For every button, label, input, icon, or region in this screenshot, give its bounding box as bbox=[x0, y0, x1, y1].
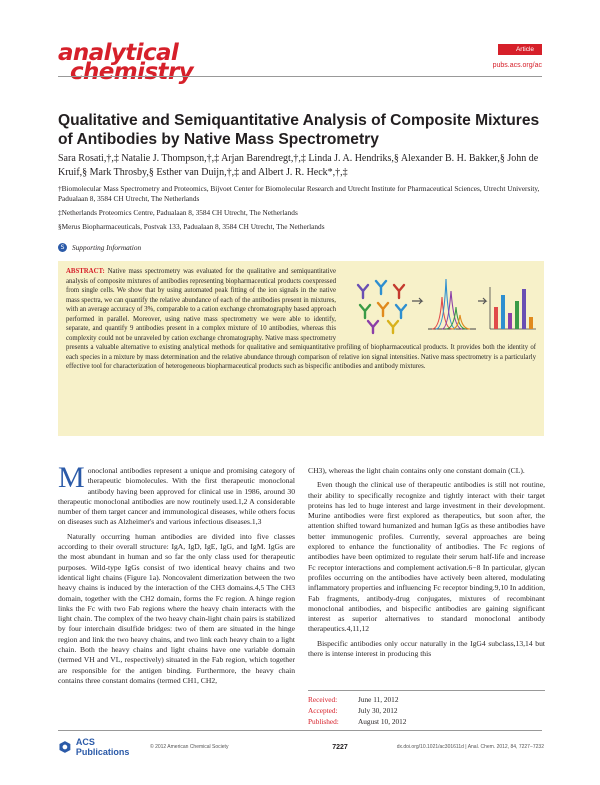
abstract-label: ABSTRACT: bbox=[66, 268, 105, 275]
affiliation-3: §Merus Biopharmaceuticals, Postvak 133, Padualaan 8, 3584 CH Utrecht, The Netherlands bbox=[58, 222, 325, 231]
intro-paragraph-3: Even though the clinical use of therapeutic antibodies is still not routine, their ability to specifically recognize and tightly interact with their target proteins has led to huge interest and large investment in their development. Murine antibodies were first explored as therapeutics, but soon after, the attention shifted toward humanized and human IgGs as these antibodies have better immunogenic profiles. Currently, several approaches are being explored to enhance the functionality of antibodies. The Fc regions of antibodies have been optimized to regulate their serum half-life and increase Fc receptor interactions and complement activation.6−8 In particular, glycan profiles occurring on the antibodies have actively been altered, modulating inflammatory properties and influencing Fc receptor binding.9,10 In addition, Fab fragments, antibody-drug conjugates, mixtures of recombinant monoclonal antibodies, and bispecific antibodies are gaining significant interest as superior alternatives to standard monoclonal antibody therapeutics.4,11,12 bbox=[308, 480, 545, 634]
doi-citation[interactable]: dx.doi.org/10.1021/ac301611d | Anal. Chem. 2012, 84, 7227−7232 bbox=[396, 744, 544, 750]
abstract-body: Native mass spectrometry was evaluated for the qualitative and semiquantitative analysis of composite mixtures of antibodies representing biopharmaceutical products coexpressed from single cells. We show that by using automated peak fitting of the ion signals in the native mass spectra, we can quantify the relative abundance of each of the antibodies present in mixtures, with an average accuracy of 3%, comparable to a cation exchange chromatography based approach performed in parallel. Moreover, using native mass spectrometry we were able to identify, separate, and quantify 9 antibodies present in a complex mixture of 10 antibodies, whereas this complexity could not be unraveled by cation exchange chromatography. Native mass spectrometry presents a valuable alternative to existing analytical methods for qualitative and semiquantitative profiling of biopharmaceutical products. It provides both the identity of each species in a mixture by mass determination and the relative abundance through comparison of relative ion signal intensities. Native mass spectrometry is a particularly effective tool for characterization of heterogeneous biopharmaceutical products such as bispecific antibodies and antibody mixtures. bbox=[66, 268, 536, 371]
date-published: Published: August 10, 2012 bbox=[308, 717, 407, 726]
dropcap: M bbox=[58, 461, 85, 494]
acs-hexagon-icon bbox=[58, 740, 72, 754]
publisher-name: ACS Publications bbox=[75, 737, 130, 757]
intro-paragraph-2-cont: CH3), whereas the light chain contains only one constant domain (CL). bbox=[308, 466, 525, 475]
intro-paragraph-4: Bispecific antibodies only occur naturally in the IgG4 subclass,13,14 but there is intense interest in producing this bbox=[308, 638, 545, 659]
body-column-right bbox=[308, 466, 545, 663]
supporting-info-link[interactable] bbox=[58, 243, 141, 252]
footer-divider bbox=[58, 730, 542, 731]
page-footer bbox=[58, 737, 544, 757]
header-divider bbox=[58, 76, 542, 77]
journal-logo-word1: analytical bbox=[58, 40, 179, 66]
supporting-info-label: Supporting Information bbox=[72, 243, 142, 252]
date-received: Received: June 11, 2012 bbox=[308, 695, 399, 704]
journal-url-link[interactable]: pubs.acs.org/ac bbox=[492, 62, 542, 69]
abstract-text bbox=[66, 267, 536, 372]
paper-title: Qualitative and Semiquantitative Analysis of Composite Mixtures of Antibodies by Native Mass Spectrometry bbox=[58, 112, 540, 148]
supporting-info-icon: S bbox=[58, 243, 67, 252]
intro-paragraph-2: Naturally occurring human antibodies are divided into five classes according to their overall structure: IgA, IgD, IgE, IgG, and IgM. IgGs are the most abundant in human and so far the only class used for therapeutic purposes. Wild-type IgGs consist of two identical heavy chains and two identical light chains (Figure 1a). Noncovalent dimerization between the two heavy chains is induced by the interaction of the CH3 domains.4,5 The CH3 domain, together with the CH2 domain, forms the Fc region. A hinge region links the Fc with two Fab regions where the heavy chain interacts with the light chain. The complex of the two heavy chain-light chain pairs is stabilized by four interchain disulfide bridges: two of them are situated in the hinge region and link the two heavy chains, and two link each heavy chain to a light chain. Both the heavy chains and light chains have one variable domain (termed VH and VL, respectively) situated in the Fab region, which together are responsible for the antigen binding. Furthermore, the heavy chain contains three constant domains (termed CH1, CH2, bbox=[58, 531, 295, 685]
publication-dates bbox=[308, 690, 545, 727]
article-type-badge: Article bbox=[498, 44, 542, 55]
affiliation-2: ‡Netherlands Proteomics Centre, Padualaan 8, 3584 CH Utrecht, The Netherlands bbox=[58, 208, 298, 217]
body-column-left bbox=[58, 461, 295, 690]
page-number: 7227 bbox=[332, 743, 348, 751]
affiliation-1: †Biomolecular Mass Spectrometry and Proteomics, Bijvoet Center for Biomolecular Research and Utrecht Institute for Pharmaceutical Sciences, Utrecht University, Padualaan 8, 3584 CH Utrecht, The Netherlands bbox=[58, 184, 540, 203]
journal-logo-word2: chemistry bbox=[70, 59, 194, 85]
date-accepted: Accepted: July 30, 2012 bbox=[308, 706, 398, 715]
publisher-logo[interactable] bbox=[58, 737, 150, 757]
intro-paragraph-1: onoclonal antibodies represent a unique and promising category of therapeutic biomolecules. With the first therapeutic monoclonal antibody having been approved for clinical use in 1986, around 30 therapeutic monoclonal antibodies are now routinely used.1,2 A considerable number of them target cancer and immunological diseases, while others focus on diseases such as Alzheimer's and various infectious diseases.1,3 bbox=[58, 466, 295, 527]
copyright: © 2012 American Chemical Society bbox=[150, 744, 229, 750]
abstract-box bbox=[58, 261, 544, 436]
author-list: Sara Rosati,†,‡ Natalie J. Thompson,†,‡ Arjan Barendregt,†,‡ Linda J. A. Hendriks,§ Alexander B. H. Bakker,§ John de Kruif,§ Mark Throsby,§ Esther van Duijn,†,‡ and Albert J. R. Heck*,†,‡ bbox=[58, 153, 539, 178]
affiliations bbox=[58, 184, 548, 236]
